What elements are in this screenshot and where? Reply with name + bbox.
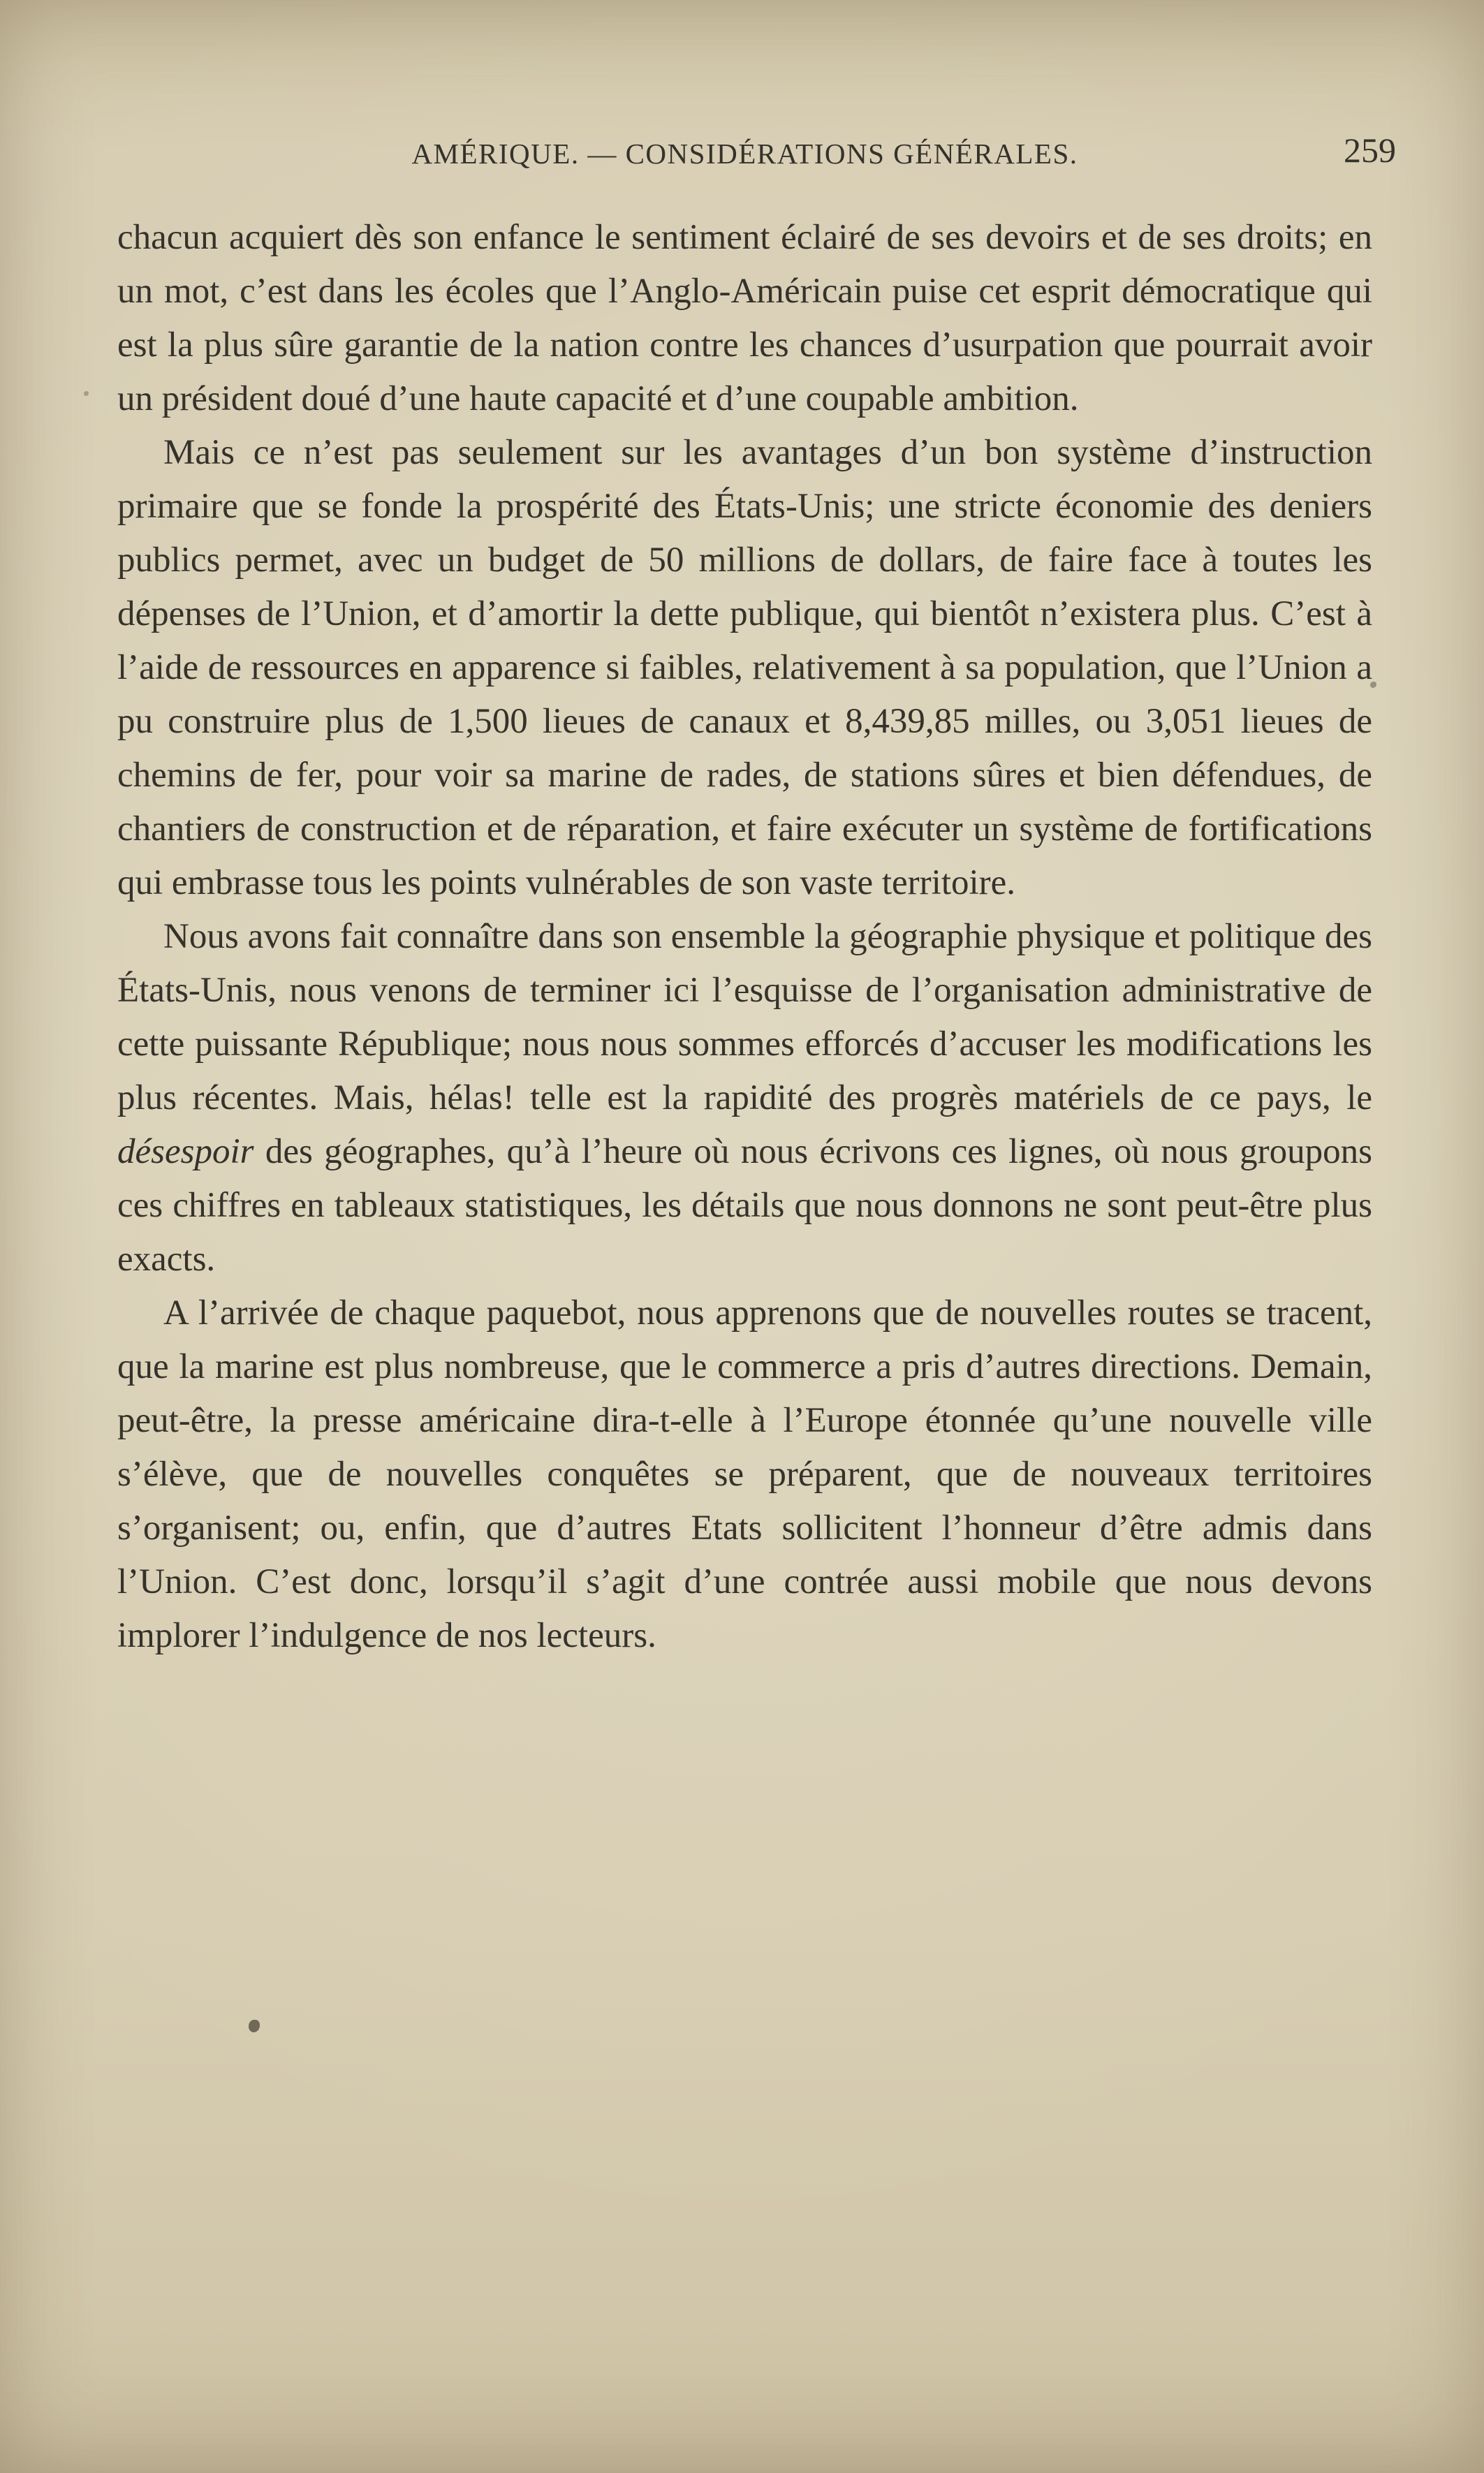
ink-speck (1370, 682, 1376, 688)
page-number: 259 (1344, 131, 1396, 170)
page-header (117, 131, 1396, 182)
paragraph: chacun acquiert dès son enfance le sentiment éclairé de ses devoirs et de ses droits; en un mot, c’est dans les écoles que l’Anglo-Américain puise cet esprit démocratique qui est la plus sûre garantie de la nation contre les chances d’usurpation que pourrait avoir un président doué d’une haute capacité et d’une coupable ambition. (117, 218, 1372, 418)
ink-speck (84, 391, 89, 396)
italic-word: désespoir (117, 1132, 254, 1171)
paragraph: Mais ce n’est pas seulement sur les avantages d’un bon système d’instruction primaire que se fonde la prospérité des États-Unis; une stricte économie des deniers publics permet, avec un budget de 50 millions de dollars, de faire face à toutes les dépenses de l’Union, et d’amortir la dette publique, qui bientôt n’existera plus. C’est à l’aide de ressources en apparence si faibles, relativement à sa population, que l’Union a pu construire plus de 1,500 lieues de canaux et 8,439,85 milles, ou 3,051 lieues de chemins de fer, pour voir sa marine de rades, de stations sûres et bien défendues, de chantiers de construction et de réparation, et faire exécuter un système de fortifications qui embrasse tous les points vulnérables de son vaste territoire. (117, 433, 1372, 902)
text-block (117, 211, 1372, 1663)
running-title: AMÉRIQUE. — CONSIDÉRATIONS GÉNÉRALES. (411, 138, 1078, 170)
paragraph: A l’arrivée de chaque paquebot, nous apprenons que de nouvelles routes se tracent, que la marine est plus nombreuse, que le commerce a pris d’autres directions. Demain, peut-être, la presse américaine dira-t-elle à l’Europe étonnée qu’une nouvelle ville s’élève, que de nouvelles conquêtes se préparent, que de nouveaux territoires s’organisent; ou, enfin, que d’autres Etats sollicitent l’honneur d’être admis dans l’Union. C’est donc, lorsqu’il s’agit d’une contrée aussi mobile que nous devons implorer l’indulgence de nos lecteurs. (117, 1293, 1372, 1655)
ink-speck (249, 2020, 260, 2032)
paragraph-text: Nous avons fait connaître dans son ensemble la géographie physique et politique des États-Unis, nous venons de terminer ici l’esquisse de l’organisation administrative de cette puissante République; nous nous sommes efforcés d’accuser les modifications les plus récentes. Mais, hélas! telle est la rapidité des progrès matériels de ce pays, le (117, 917, 1372, 1117)
paragraph (117, 910, 1372, 1286)
paragraph-text: des géographes, qu’à l’heure où nous écrivons ces lignes, où nous groupons ces chiffres en tableaux statistiques, les détails que nous donnons ne sont peut-être plus exacts. (117, 1132, 1372, 1279)
